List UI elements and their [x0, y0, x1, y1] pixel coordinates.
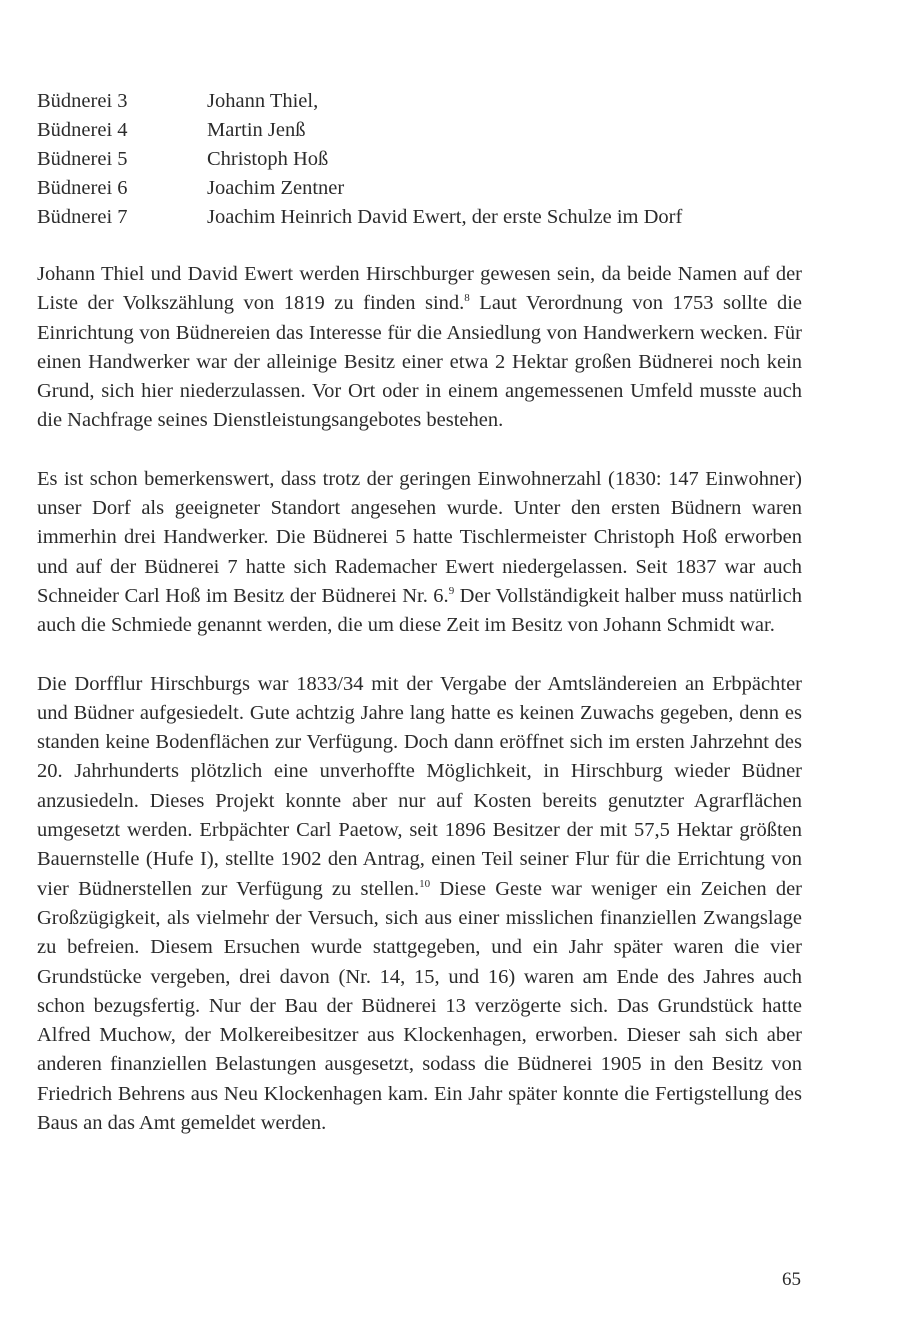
paragraph-1	[37, 260, 802, 436]
footnote-ref-9: 9	[448, 584, 455, 597]
buednerei-list	[37, 87, 802, 232]
list-item-value: Joachim Zentner	[207, 177, 345, 199]
paragraph-2	[37, 465, 802, 641]
paragraph-1-text-a: Johann Thiel und David Ewert werden Hirschburger gewesen sein, da beide Namen auf der Liste der Volkszählung von 1819 zu finden sind.	[37, 263, 802, 315]
paragraph-3-text-a: Die Dorfflur Hirschburgs war 1833/34 mit der Vergabe der Amtsländereien an Erbpächter und Büdner aufgesiedelt. Gute achtzig Jahre lang hatte es keinen Zuwachs gegeben, denn es standen keine Bodenflächen zur Verfügung. Doch dann eröffnet sich im ersten Jahrzehnt des 20. Jahrhunderts plötzlich eine unverhoffte Möglichkeit, in Hirschburg wieder Büdner anzusiedeln. Dieses Projekt konnte aber nur auf Kosten bereits genutzter Agrarflächen umgesetzt werden. Erbpächter Carl Paetow, seit 1896 Besitzer der mit 57,5 Hektar größten Bauernstelle (Hufe I), stellte 1902 den Antrag, einen Teil seiner Flur für die Errichtung von vier Büdnerstellen zur Verfügung zu stellen.	[37, 672, 802, 900]
footnote-ref-8: 8	[464, 292, 470, 305]
list-item	[37, 87, 802, 116]
footnote-ref-10: 10	[419, 877, 431, 890]
list-item	[37, 203, 802, 232]
list-item-value: Martin Jenß	[207, 119, 306, 141]
page-body	[37, 87, 802, 1138]
list-item-key: Büdnerei 3	[37, 90, 128, 112]
paragraph-3	[37, 670, 802, 1139]
list-item-key: Büdnerei 4	[37, 119, 128, 141]
list-item	[37, 116, 802, 145]
paragraph-2-text-a: Es ist schon bemerkenswert, dass trotz der geringen Einwohnerzahl (1830: 147 Einwohner) unser Dorf als geeigneter Standort angesehen wurde. Unter den ersten Büdnern waren immerhin drei Handwerker. Die Büdnerei 5 hatte Tischlermeister Christoph Hoß erworben und auf der Büdnerei 7 hatte sich Rademacher Ewert niedergelassen. Seit 1837 war auch Schneider Carl Hoß im Besitz der Büdnerei Nr. 6.	[37, 467, 802, 607]
list-item-key: Büdnerei 6	[37, 177, 128, 199]
list-item-key: Büdnerei 7	[37, 206, 128, 228]
paragraph-3-text-b: Diese Geste war weniger ein Zeichen der Großzügigkeit, als vielmehr der Versuch, sich aus einer misslichen finanziellen Zwangslage zu befreien. Diesem Ersuchen wurde stattgegeben, und ein Jahr später waren die vier Grundstücke vergeben, drei davon (Nr. 14, 15, und 16) waren am Ende des Jahres auch schon bezugsfertig. Nur der Bau der Büdnerei 13 verzögerte sich. Das Grundstück hatte Alfred Muchow, der Molkereibesitzer aus Klockenhagen, erworben. Dieser sah sich aber anderen finanziellen Belastungen ausgesetzt, sodass die Büdnerei 1905 in den Besitz von Friedrich Behrens aus Neu Klockenhagen kam. Ein Jahr später konnte die Fertigstellung des Baus an das Amt gemeldet werden.	[37, 877, 802, 1135]
page-number: 65	[782, 1269, 801, 1290]
list-item-value: Christoph Hoß	[207, 148, 329, 170]
list-item	[37, 145, 802, 174]
list-item-key: Büdnerei 5	[37, 148, 128, 170]
paragraph-1-text-b: Laut Verordnung von 1753 sollte die Einrichtung von Büdnereien das Interesse für die Ansiedlung von Handwerkern wecken. Für einen Handwerker war der alleinige Besitz einer etwa 2 Hektar großen Büdnerei noch kein Grund, sich hier niederzulassen. Vor Ort oder in einem angemessenen Umfeld musste auch die Nachfrage seines Dienstleistungsangebotes bestehen.	[37, 292, 802, 432]
paragraph-2-text-b: Der Vollständigkeit halber muss natürlich auch die Schmiede genannt werden, die um diese Zeit im Besitz von Johann Schmidt war.	[37, 584, 802, 637]
list-item-value: Joachim Heinrich David Ewert, der erste Schulze im Dorf	[207, 206, 683, 228]
list-item	[37, 174, 802, 203]
list-item-value: Johann Thiel,	[207, 90, 319, 112]
